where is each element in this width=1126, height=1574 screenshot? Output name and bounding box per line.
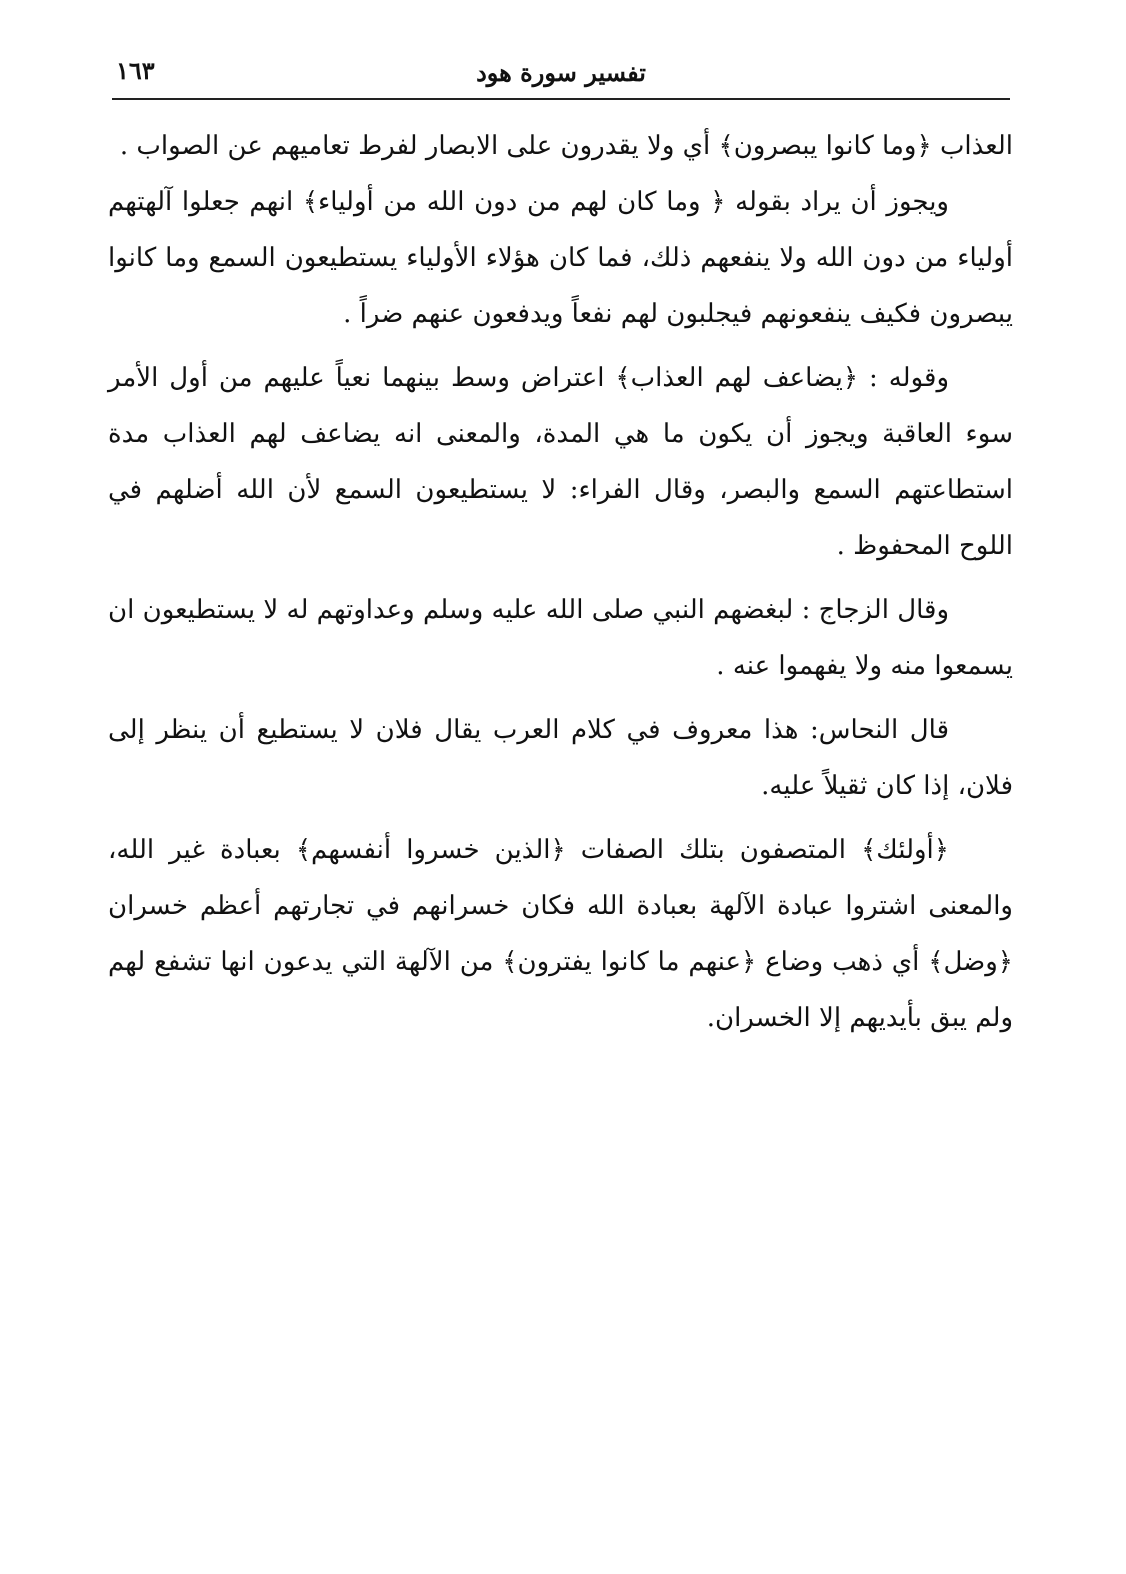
paragraph-2: ويجوز أن يراد بقوله ﴿ وما كان لهم من دون الله من أولياء﴾ انهم جعلوا آلهتهم أولياء من دون الله ولا ينفعهم ذلك، فما كان هؤلاء الأولياء يستطيعون السمع وما كانوا يبصرون فكيف ينفعونهم فيجلبون لهم نفعاً ويدفعون عنهم ضراً . (108, 187, 1013, 329)
page-body (108, 118, 1013, 1046)
page-number: ١٦٣ (116, 56, 155, 85)
running-header (112, 48, 1010, 100)
paragraph-4: وقال الزجاج : لبغضهم النبي صلى الله عليه وسلم وعداوتهم له لا يستطيعون ان يسمعوا منه ولا يفهموا عنه . (108, 595, 1013, 681)
page-title: تفسير سورة هود (476, 58, 646, 87)
paragraph-5: قال النحاس: هذا معروف في كلام العرب يقال فلان لا يستطيع أن ينظر إلى فلان، إذا كان ثقيلاً عليه. (108, 715, 1013, 801)
paragraph-6: ﴿أولئك﴾ المتصفون بتلك الصفات ﴿الذين خسروا أنفسهم﴾ بعبادة غير الله، والمعنى اشتروا عبادة الآلهة بعبادة الله فكان خسرانهم في تجارتهم أعظم خسران ﴿وضل﴾ أي ذهب وضاع ﴿عنهم ما كانوا يفترون﴾ من الآلهة التي يدعون انها تشفع لهم ولم يبق بأيديهم إلا الخسران. (108, 835, 1013, 1033)
paragraph-1: العذاب ﴿وما كانوا يبصرون﴾ أي ولا يقدرون على الابصار لفرط تعاميهم عن الصواب . (119, 131, 1013, 161)
paragraph-3: وقوله : ﴿يضاعف لهم العذاب﴾ اعتراض وسط بينهما نعياً عليهم من أول الأمر سوء العاقبة ويجوز أن يكون ما هي المدة، والمعنى انه يضاعف لهم العذاب مدة استطاعتهم السمع والبصر، وقال الفراء: لا يستطيعون السمع لأن الله أضلهم في اللوح المحفوظ . (108, 363, 1013, 561)
